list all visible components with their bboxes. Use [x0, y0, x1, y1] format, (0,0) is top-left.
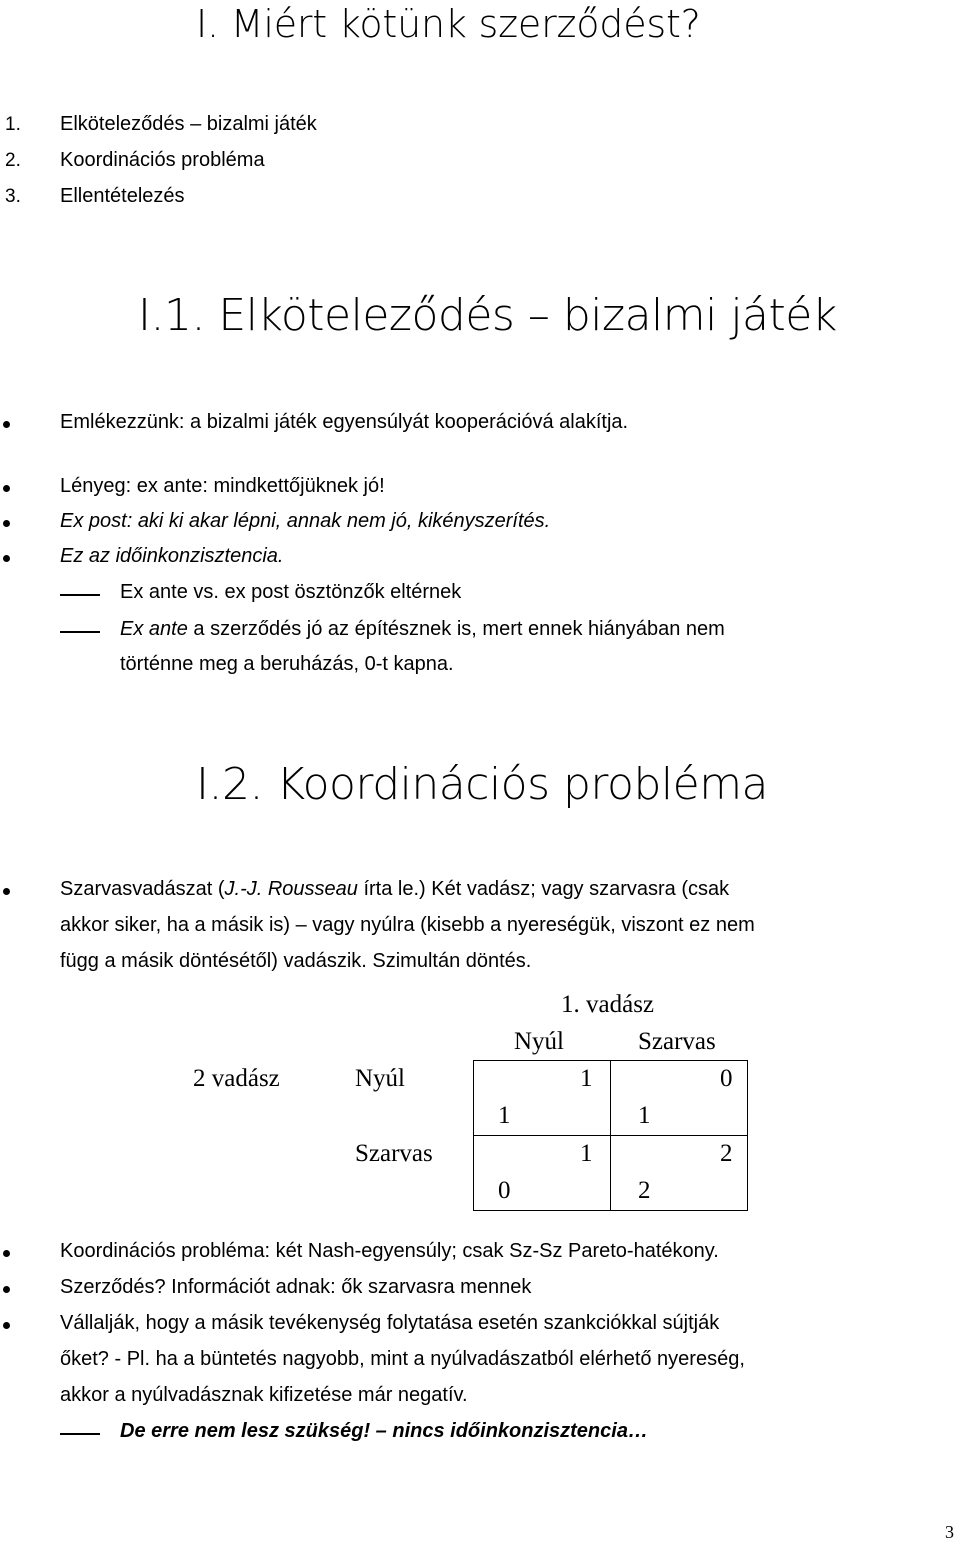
bullet-text: Emlékezzünk: a bizalmi játék egyensúlyát kooperációvá alakítja.	[60, 411, 629, 433]
grid-line	[610, 1060, 611, 1211]
toc-item: Ellentételezés	[60, 185, 185, 207]
section-heading: I.1. Elköteleződés – bizalmi játék	[138, 290, 837, 341]
bullet-icon	[3, 888, 10, 895]
text-part: írta le.) Két vadász; vagy szarvasra (csak	[357, 878, 730, 900]
row-header-szarvas: Szarvas	[355, 1140, 433, 1167]
payoff-cell: 0	[498, 1177, 511, 1204]
section-heading: I.2. Koordinációs probléma	[196, 759, 769, 810]
dash-icon	[60, 594, 100, 596]
page-number: 3	[945, 1522, 954, 1542]
dash-icon	[60, 1433, 100, 1435]
bullet-text-cont: akkor a nyúlvadásznak kifizetése már negatív.	[60, 1384, 468, 1406]
toc-item: Elköteleződés – bizalmi játék	[60, 113, 317, 135]
payoff-cell: 1	[580, 1140, 593, 1167]
bullet-icon	[3, 1322, 10, 1329]
grid-line	[747, 1060, 748, 1211]
player2-label: 2 vadász	[193, 1065, 280, 1092]
toc-number: 2.	[5, 150, 21, 171]
bullet-icon	[3, 485, 10, 492]
page-title: I. Miért kötünk szerződést?	[196, 2, 701, 46]
dash-text-rest: a szerződés jó az építésznek is, mert ennek hiányában nem	[187, 618, 725, 640]
toc-number: 3.	[5, 186, 21, 207]
paragraph-line: akkor siker, ha a másik is) – vagy nyúlra (kisebb a nyereségük, viszont ez nem	[60, 914, 755, 936]
toc-item: Koordinációs probléma	[60, 149, 265, 171]
player1-label: 1. vadász	[561, 991, 655, 1018]
dash-text: Ex ante vs. ex post ösztönzők eltérnek	[120, 581, 462, 603]
bullet-icon	[3, 1286, 10, 1293]
bullet-icon	[3, 520, 10, 527]
bullet-text: Ez az időinkonzisztencia.	[60, 545, 284, 567]
payoff-cell: 0	[720, 1065, 733, 1092]
italic-term: Ex ante	[120, 618, 188, 640]
payoff-cell: 1	[498, 1102, 511, 1129]
bullet-icon	[3, 555, 10, 562]
bullet-text-cont: őket? - Pl. ha a büntetés nagyobb, mint a nyúlvadászatból elérhető nyereség,	[60, 1348, 745, 1370]
bullet-icon	[3, 421, 10, 428]
payoff-cell: 1	[638, 1102, 651, 1129]
bullet-text: Lényeg: ex ante: mindkettőjüknek jó!	[60, 475, 385, 497]
bullet-text: Ex post: aki ki akar lépni, annak nem jó, kikényszerítés.	[60, 510, 551, 532]
dash-text: De erre nem lesz szükség! – nincs időinkonzisztencia…	[120, 1420, 648, 1442]
col-header-szarvas: Szarvas	[638, 1028, 716, 1055]
paragraph-line: függ a másik döntésétől) vadászik. Szimultán döntés.	[60, 950, 532, 972]
bullet-text: Koordinációs probléma: két Nash-egyensúly; csak Sz-Sz Pareto-hatékony.	[60, 1240, 719, 1262]
text-part: Szarvasvadászat (	[60, 878, 225, 900]
author-name: J.-J. Rousseau	[224, 878, 358, 900]
paragraph-line	[60, 878, 729, 901]
dash-text-cont: történne meg a beruházás, 0-t kapna.	[120, 653, 454, 675]
payoff-cell: 2	[638, 1177, 651, 1204]
bullet-text: Vállalják, hogy a másik tevékenység folytatása esetén szankciókkal sújtják	[60, 1312, 720, 1334]
bullet-icon	[3, 1250, 10, 1257]
grid-line	[473, 1060, 474, 1211]
dash-icon	[60, 631, 100, 633]
row-header-nyul: Nyúl	[355, 1065, 405, 1092]
dash-text	[120, 618, 725, 641]
bullet-text: Szerződés? Információt adnak: ők szarvasra mennek	[60, 1276, 532, 1298]
col-header-nyul: Nyúl	[514, 1028, 564, 1055]
payoff-cell: 2	[720, 1140, 733, 1167]
payoff-cell: 1	[580, 1065, 593, 1092]
toc-number: 1.	[5, 114, 21, 135]
